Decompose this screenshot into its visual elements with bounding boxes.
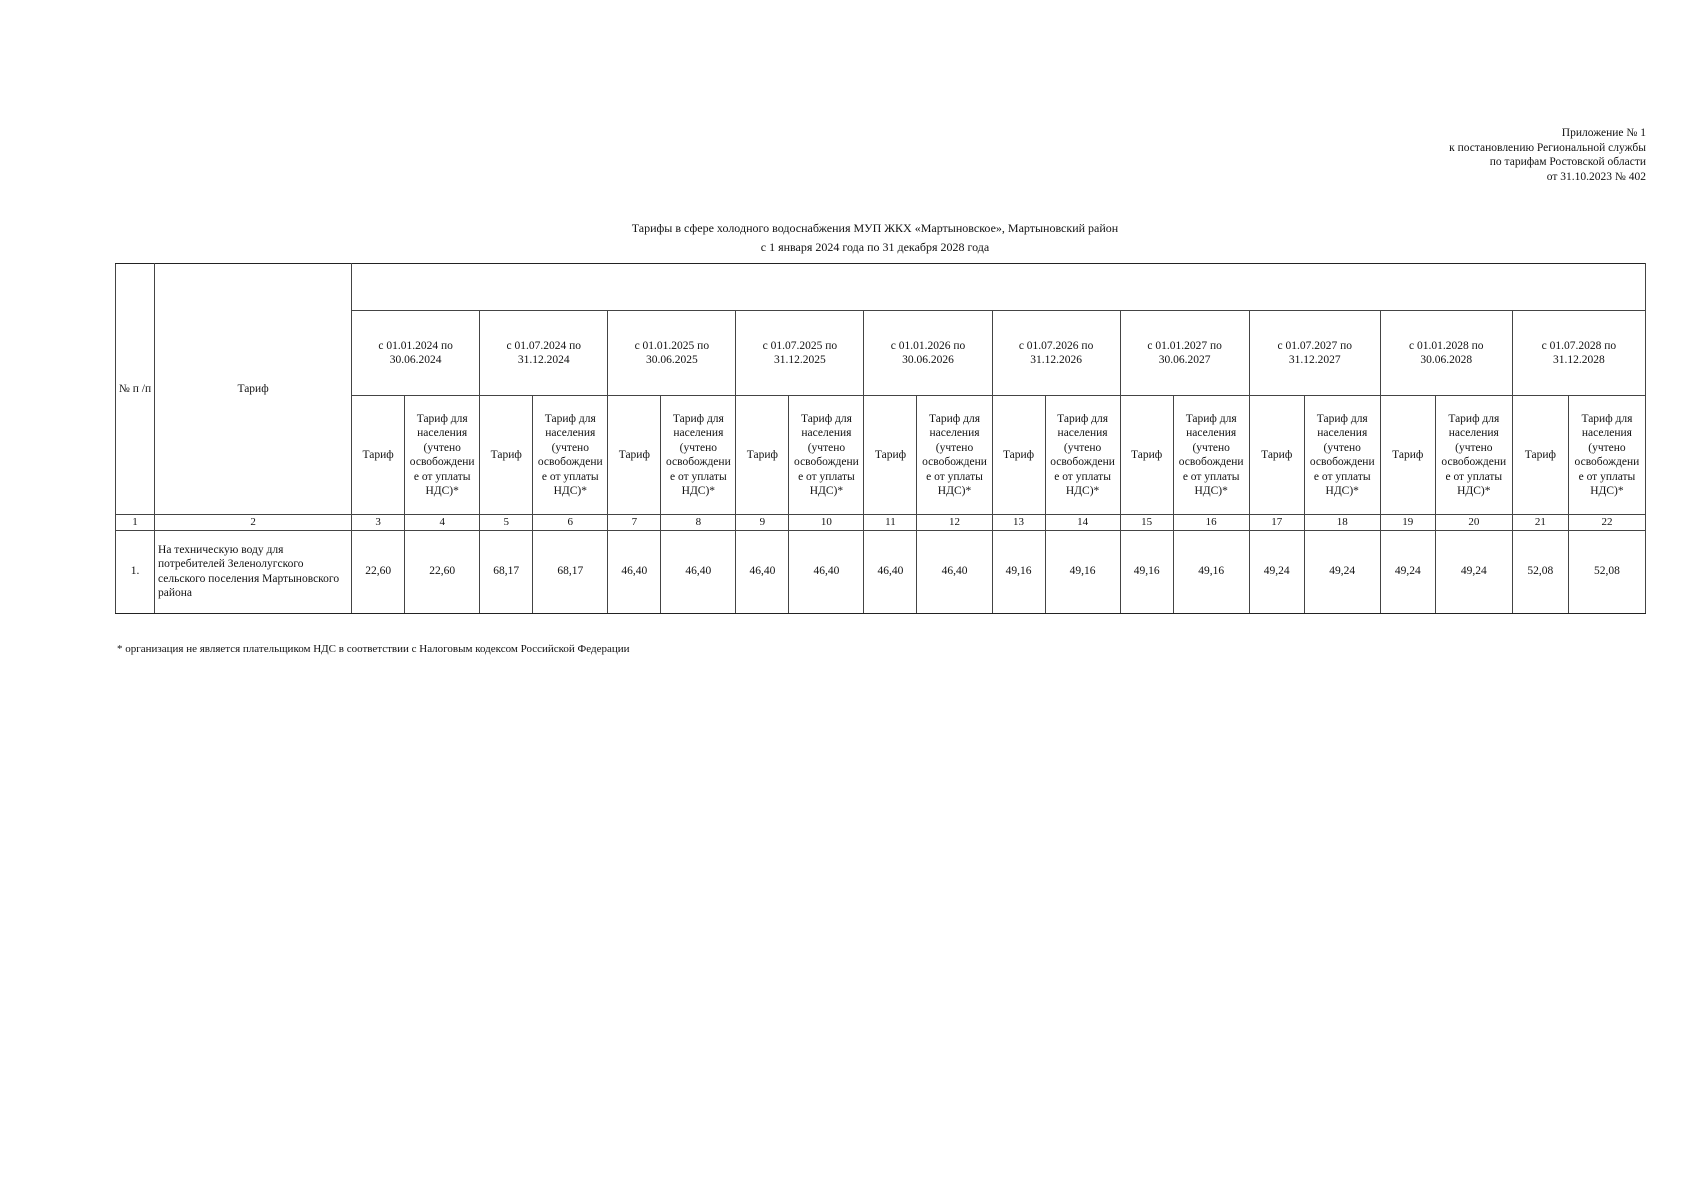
appendix-line: от 31.10.2023 № 402 [1546,170,1646,183]
column-index: 15 [1120,515,1173,531]
appendix-block [1449,126,1646,184]
column-index: 21 [1512,515,1568,531]
column-index: 12 [917,515,992,531]
column-index: 16 [1173,515,1249,531]
tariff-value: 49,24 [1249,530,1304,613]
header-blank-band [352,264,1646,311]
column-index: 7 [608,515,661,531]
tariff-value: 49,16 [1173,530,1249,613]
subcolumn-tariff: Тариф [480,396,533,515]
period-header: с 01.07.2025 по 31.12.2025 [736,311,864,396]
tariff-value: 49,24 [1435,530,1512,613]
tariff-value: 49,24 [1380,530,1435,613]
document-title: Тарифы в сфере холодного водоснабжения МУП ЖКХ «Мартыновское», Мартыновский район [631,221,1119,235]
period-header: с 01.07.2024 по 31.12.2024 [480,311,608,396]
period-header: с 01.01.2024 по 30.06.2024 [352,311,480,396]
subcolumn-tariff: Тариф [992,396,1045,515]
subcolumn-population-tariff: Тариф для населения (учтено освобождени е от уплаты НДС)* [917,396,992,515]
tariff-value: 22,60 [405,530,480,613]
subcolumn-population-tariff: Тариф для населения (учтено освобождени е от уплаты НДС)* [405,396,480,515]
subcolumn-tariff: Тариф [864,396,917,515]
subcolumn-tariff: Тариф [1249,396,1304,515]
subcolumn-population-tariff: Тариф для населения (учтено освобождени е от уплаты НДС)* [533,396,608,515]
period-header: с 01.07.2028 по 31.12.2028 [1512,311,1645,396]
tariff-value: 46,40 [736,530,789,613]
subcolumn-population-tariff: Тариф для населения (учтено освобождени е от уплаты НДС)* [1045,396,1120,515]
column-index: 18 [1304,515,1380,531]
period-header: с 01.01.2028 по 30.06.2028 [1380,311,1512,396]
subcolumn-tariff: Тариф [352,396,405,515]
column-index: 13 [992,515,1045,531]
column-index: 8 [661,515,736,531]
appendix-line: к постановлению Региональной службы [1449,141,1646,154]
tariff-value: 22,60 [352,530,405,613]
column-index: 11 [864,515,917,531]
subcolumn-tariff: Тариф [1380,396,1435,515]
row-number: 1. [116,530,155,613]
column-index: 6 [533,515,608,531]
column-index: 14 [1045,515,1120,531]
column-index: 5 [480,515,533,531]
tariff-value: 46,40 [864,530,917,613]
tariff-value: 49,16 [1120,530,1173,613]
period-header: с 01.01.2025 по 30.06.2025 [608,311,736,396]
tariff-value: 49,16 [1045,530,1120,613]
column-index: 3 [352,515,405,531]
column-index: 4 [405,515,480,531]
period-header: с 01.01.2026 по 30.06.2026 [864,311,992,396]
tariff-value: 49,16 [992,530,1045,613]
row-tariff-name: На техническую воду для потребителей Зеленолугского сельского поселения Мартыновского района [155,530,352,613]
footnote: * организация не является плательщиком НДС в соответствии с Налоговым кодексом Российской Федерации [117,643,630,655]
column-index: 17 [1249,515,1304,531]
tariff-value: 46,40 [917,530,992,613]
subcolumn-population-tariff: Тариф для населения (учтено освобождени е от уплаты НДС)* [661,396,736,515]
tariff-value: 46,40 [608,530,661,613]
subcolumn-tariff: Тариф [736,396,789,515]
column-index: 22 [1568,515,1645,531]
tariff-value: 68,17 [533,530,608,613]
column-index: 1 [116,515,155,531]
table-row [116,530,1646,613]
period-header: с 01.07.2026 по 31.12.2026 [992,311,1120,396]
subcolumn-population-tariff: Тариф для населения (учтено освобождени е от уплаты НДС)* [789,396,864,515]
tariff-value: 49,24 [1304,530,1380,613]
appendix-line: Приложение № 1 [1561,127,1646,139]
subcolumn-population-tariff: Тариф для населения (учтено освобождени е от уплаты НДС)* [1304,396,1380,515]
tariff-value: 46,40 [789,530,864,613]
column-index: 9 [736,515,789,531]
subcolumn-population-tariff: Тариф для населения (учтено освобождени е от уплаты НДС)* [1173,396,1249,515]
column-index: 19 [1380,515,1435,531]
appendix-line: по тарифам Ростовской области [1489,156,1646,168]
subcolumn-tariff: Тариф [1120,396,1173,515]
column-header-tariff: Тариф [155,264,352,515]
column-index: 2 [155,515,352,531]
tariff-value: 52,08 [1568,530,1645,613]
column-header-number: № п /п [116,264,155,515]
tariff-value: 46,40 [661,530,736,613]
tariff-table [115,263,1646,614]
tariff-value: 52,08 [1512,530,1568,613]
subcolumn-population-tariff: Тариф для населения (учтено освобождени е от уплаты НДС)* [1435,396,1512,515]
tariff-value: 68,17 [480,530,533,613]
subcolumn-tariff: Тариф [608,396,661,515]
column-index-row [116,515,1646,531]
column-index: 10 [789,515,864,531]
column-index: 20 [1435,515,1512,531]
subcolumn-population-tariff: Тариф для населения (учтено освобождени е от уплаты НДС)* [1568,396,1645,515]
period-header: с 01.01.2027 по 30.06.2027 [1120,311,1249,396]
document-subtitle: с 1 января 2024 года по 31 декабря 2028 года [760,240,990,254]
period-header: с 01.07.2027 по 31.12.2027 [1249,311,1380,396]
subcolumn-tariff: Тариф [1512,396,1568,515]
header-row-top [116,264,1646,311]
